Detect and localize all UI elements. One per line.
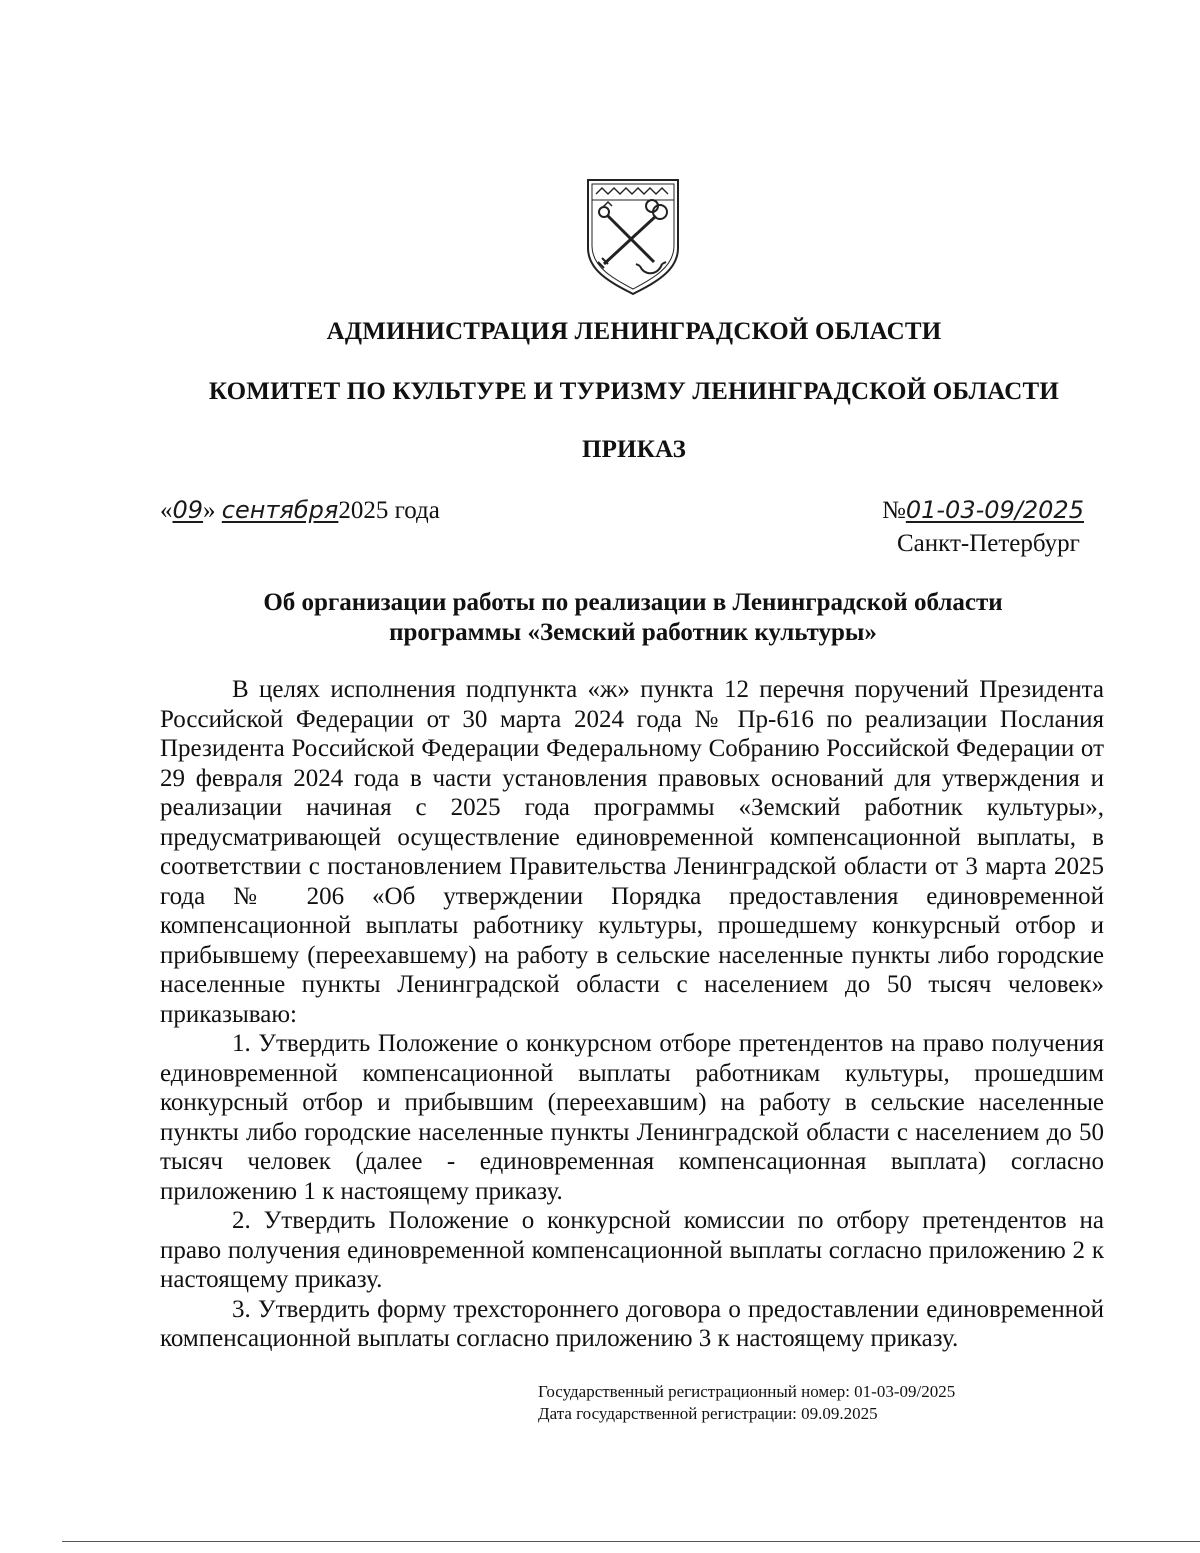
number-prefix: № [882,497,906,524]
date-month-handwritten: сентября [221,496,339,524]
order-title-line-1: Об организации работы по реализации в Ленинградской области [263,589,1003,616]
item-2-paragraph: 2. Утвердить Положение о конкурсной комиссии по отбору претендентов на право получения единовременной компенсационной выплаты согласно приложению 2 к настоящему приказу. [160,1207,1104,1293]
item-3-paragraph: 3. Утвердить форму трехстороннего договора о предоставлении единовременной компенсационной выплаты согласно приложению 3 к настоящему приказу. [160,1295,1104,1352]
coat-of-arms-emblem [582,176,684,296]
number-handwritten: 01-03-09/2025 [905,496,1084,524]
order-title-line-2: программы «Земский работник культуры» [389,619,877,646]
preamble-paragraph: В целях исполнения подпункта «ж» пункта 12 перечня поручений Президента Российской Федерации от 30 марта 2024 года № Пр-616 по реализации Послания Президента Российской Федерации Федеральному Собранию Российской Федерации от 29 февраля 2024 года в части установления правовых оснований для утверждения и реализации начиная с 2025 года программы «Земский работник культуры», предусматривающей осуществление единовременной компенсационной выплаты, в соответствии с постановлением Правительства Ленинградской области от 3 марта 2025 года № 206 «Об утверждении Порядка предоставления единовременной компенсационной выплаты работнику культуры, прошедшему конкурсный отбор и прибывшему (переехавшему) на работу в сельские населенные пункты либо городские населенные пункты Ленинградской области с населением до 50 тысяч человек» приказываю: [160,676,1104,1028]
date-open-quote: « [160,497,173,524]
registration-number: Государственный регистрационный номер: 01-03-09/2025 [538,1382,956,1401]
order-heading: ПРИКАЗ [581,436,687,463]
administration-heading: АДМИНИСТРАЦИЯ ЛЕНИНГРАДСКОЙ ОБЛАСТИ [326,318,942,345]
order-body [160,675,1104,1354]
item-1-paragraph: 1. Утвердить Положение о конкурсном отборе претендентов на право получения единовременной компенсационной выплаты работникам культуры, прошедшим конкурсный отбор и прибывшим (переехавшим) на работу в сельские населенные пункты либо городские населенные пункты Ленинградской области с населением до 50 тысяч человек (далее - единовременная компенсационная выплата) согласно приложению 1 к настоящему приказу. [160,1030,1104,1205]
date-close-quote: » [203,497,216,524]
committee-heading: КОМИТЕТ ПО КУЛЬТУРЕ И ТУРИЗМУ ЛЕНИНГРАДСКОЙ ОБЛАСТИ [208,378,1060,405]
registration-date: Дата государственной регистрации: 09.09.2025 [538,1404,878,1423]
date-day-handwritten: 09 [172,496,204,524]
order-number [882,496,1084,525]
order-city: Санкт-Петербург [897,530,1080,557]
date-year: 2025 года [338,497,440,524]
order-date [160,496,440,525]
footer-divider [62,1541,1200,1542]
